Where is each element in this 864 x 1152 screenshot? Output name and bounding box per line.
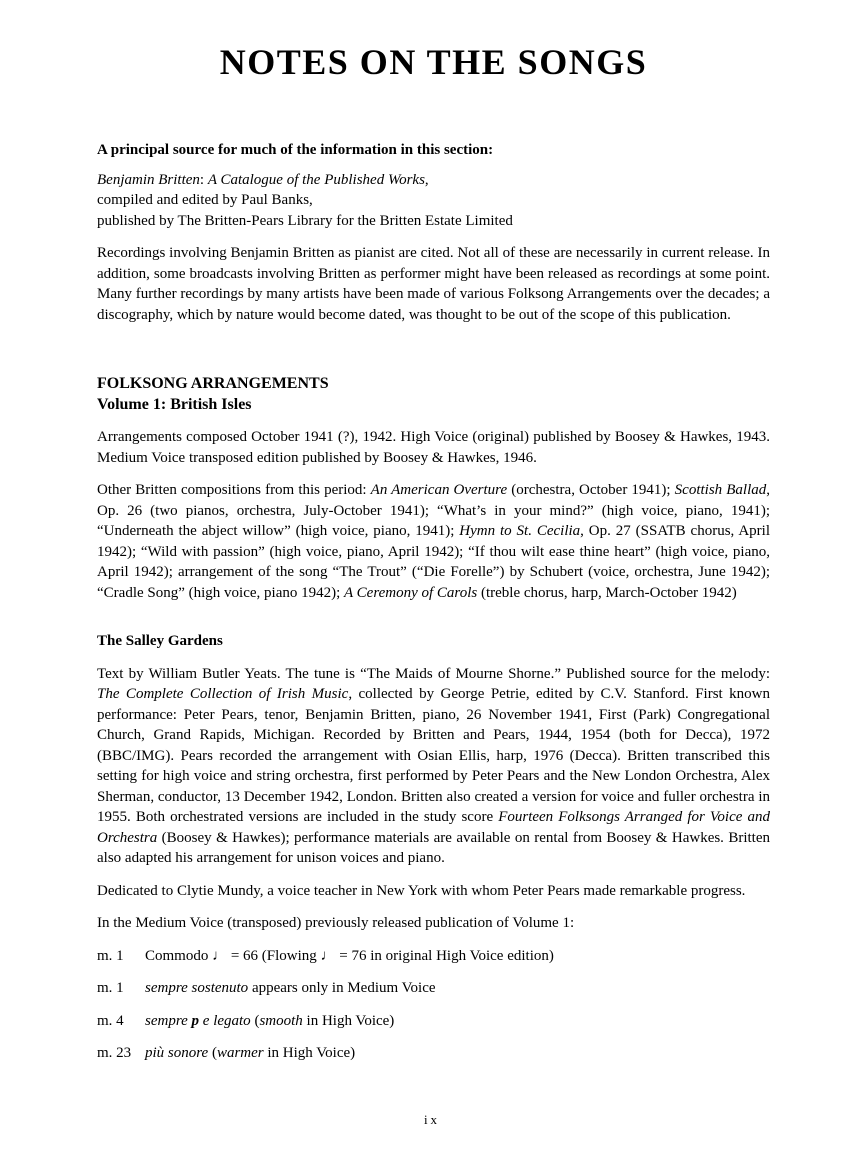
folksong-arrangements-section xyxy=(97,373,770,603)
page-title: NOTES ON THE SONGS xyxy=(219,42,648,82)
citation-line: compiled and edited by Paul Banks, xyxy=(97,192,313,208)
salley-gardens-section xyxy=(97,631,770,1064)
measure-note-text: Commodo ♩ = 66 (Flowing ♩ = 76 in original High Voice edition) xyxy=(145,947,554,964)
measure-number: m. 23 xyxy=(97,1045,132,1061)
measure-note-text: sempre sostenuto appears only in Medium Voice xyxy=(145,980,436,996)
intro-section xyxy=(97,140,770,325)
other-compositions-paragraph: Other Britten compositions from this period: An American Overture (orchestra, October 1941); Scottish Ballad, Op. 26 (two pianos, orchestra, July-October 1941); “What’s in your mind?” (high voice, piano, 1941); “Underneath the abject willow” (high voice, piano, 1941); Hymn to St. Cecilia, Op. 27 (SSATB chorus, April 1942); “Wild with passion” (high voice, piano, April 1942); “If thou wilt ease thine heart” (high voice, piano, April 1942); arrangement of the song “The Trout” (“Die Forelle”) by Schubert (voice, orchestra, June 1942); “Cradle Song” (high voice, piano 1942); A Ceremony of Carols (treble chorus, harp, March-October 1942) xyxy=(97,482,771,601)
source-citation xyxy=(97,170,770,232)
section-heading-line1: FOLKSONG ARRANGEMENTS xyxy=(97,375,329,392)
measure-notes-list xyxy=(97,946,770,1064)
principal-source-heading: A principal source for much of the information in this section: xyxy=(97,142,494,158)
measure-note-row xyxy=(97,1011,770,1032)
measure-note-row xyxy=(97,1043,770,1064)
measure-number: m. 1 xyxy=(97,980,124,996)
dedication-paragraph: Dedicated to Clytie Mundy, a voice teacher in New York with whom Peter Pears made remarkable progress. xyxy=(97,882,746,899)
measure-note-row xyxy=(97,978,770,999)
section-heading-line2: Volume 1: British Isles xyxy=(97,396,252,413)
medium-voice-intro-paragraph: In the Medium Voice (transposed) previously released publication of Volume 1: xyxy=(97,915,575,931)
section-heading xyxy=(97,373,770,415)
composition-dates-paragraph: Arrangements composed October 1941 (?), 1942. High Voice (original) published by Boosey & Hawkes, 1943. Medium Voice transposed edition published by Boosey & Hawkes, 1946. xyxy=(97,429,770,466)
measure-note-row xyxy=(97,946,770,967)
measure-number: m. 1 xyxy=(97,947,124,964)
measure-number: m. 4 xyxy=(97,1012,124,1029)
page-number: ix xyxy=(423,1111,441,1127)
song-title-heading: The Salley Gardens xyxy=(97,633,223,649)
measure-note-text: più sonore (warmer in High Voice) xyxy=(145,1045,356,1061)
citation-line: Benjamin Britten: A Catalogue of the Published Works, xyxy=(97,171,429,188)
recordings-note-paragraph: Recordings involving Benjamin Britten as pianist are cited. Not all of these are necessarily in current release. In addition, some broadcasts involving Britten as performer might have been released as recordings at some point. Many further recordings by many artists have been made of various Folksong Arrangements over the decades; a discography, which by nature would become dated, was thought to be out of the scope of this publication. xyxy=(97,245,770,323)
measure-note-text: sempre p e legato (smooth in High Voice) xyxy=(145,1012,395,1029)
song-history-paragraph: Text by William Butler Yeats. The tune is “The Maids of Mourne Shorne.” Published source for the melody: The Complete Collection of Irish Music, collected by George Petrie, edited by C.V. Stanford. First known performance: Peter Pears, tenor, Benjamin Britten, piano, 26 November 1941, First (Park) Congregational Church, Grand Rapids, Michigan. Recorded by Britten and Pears, 1944, 1954 (both for Decca), 1972 (BBC/IMG). Pears recorded the arrangement with Osian Ellis, harp, 1976 (Decca). Britten transcribed this setting for high voice and string orchestra, first performed by Peter Pears and the New London Orchestra, Alex Sherman, conductor, 13 December 1942, London. Britten also created a version for voice and fuller orchestra in 1955. Both orchestrated versions are included in the study score Fourteen Folksongs Arranged for Voice and Orchestra (Boosey & Hawkes); performance materials are available on rental from Boosey & Hawkes. Britten also adapted his arrangement for unison voices and piano. xyxy=(97,665,770,866)
citation-line: published by The Britten-Pears Library for the Britten Estate Limited xyxy=(97,212,513,229)
